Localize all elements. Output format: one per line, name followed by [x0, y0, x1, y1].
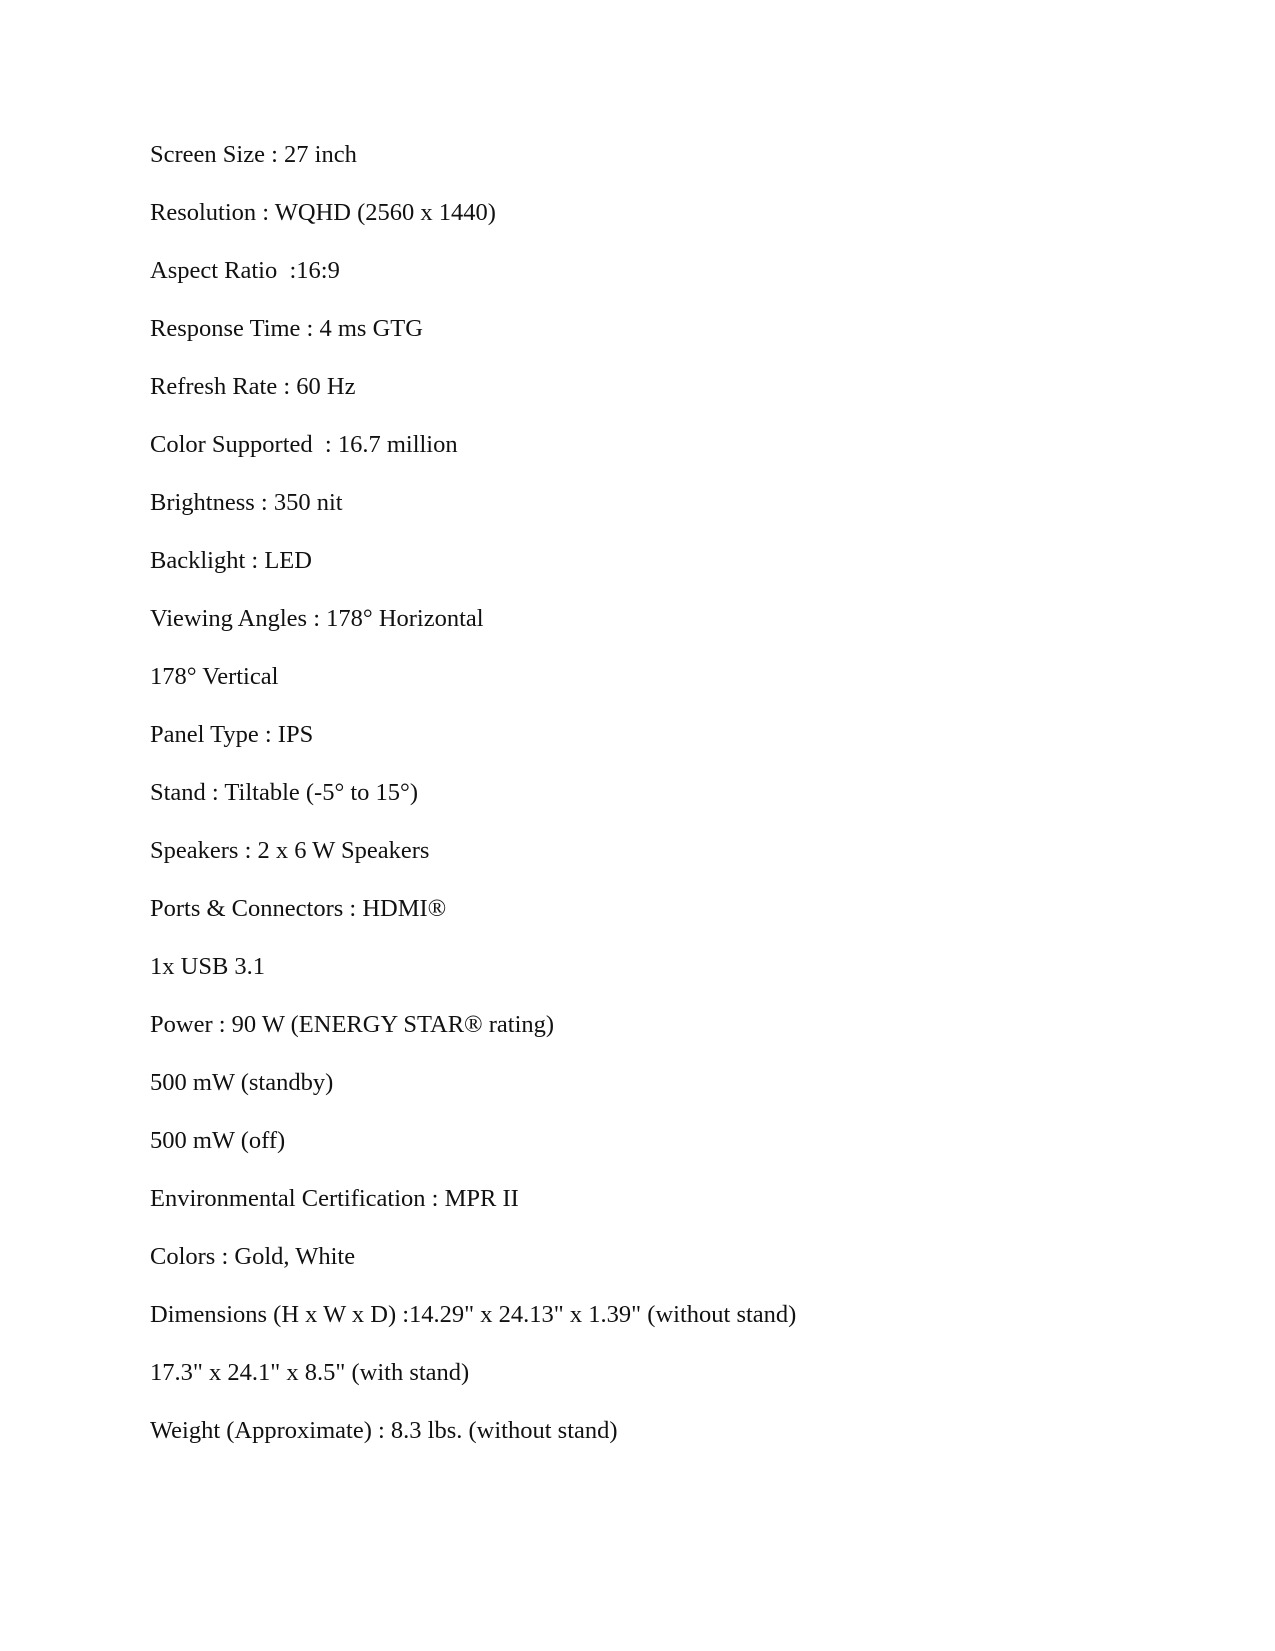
spec-panel-type: Panel Type : IPS [150, 721, 314, 748]
spec-speakers: Speakers : 2 x 6 W Speakers [150, 837, 430, 864]
spec-power-standby: 500 mW (standby) [150, 1069, 334, 1096]
spec-weight: Weight (Approximate) : 8.3 lbs. (without stand) [150, 1417, 618, 1444]
spec-aspect-ratio: Aspect Ratio :16:9 [150, 257, 340, 284]
spec-dimensions-with-stand: 17.3" x 24.1" x 8.5" (with stand) [150, 1359, 470, 1386]
spec-response-time: Response Time : 4 ms GTG [150, 315, 423, 342]
spec-color-supported: Color Supported : 16.7 million [150, 431, 458, 458]
spec-colors: Colors : Gold, White [150, 1243, 356, 1270]
spec-backlight: Backlight : LED [150, 547, 312, 574]
spec-stand: Stand : Tiltable (-5° to 15°) [150, 779, 419, 806]
spec-brightness: Brightness : 350 nit [150, 489, 343, 516]
spec-screen-size: Screen Size : 27 inch [150, 141, 357, 168]
spec-list [150, 140, 796, 1474]
spec-environmental-certification: Environmental Certification : MPR II [150, 1185, 519, 1212]
spec-refresh-rate: Refresh Rate : 60 Hz [150, 373, 356, 400]
spec-power: Power : 90 W (ENERGY STAR® rating) [150, 1011, 555, 1038]
spec-ports-usb: 1x USB 3.1 [150, 953, 266, 980]
spec-power-off: 500 mW (off) [150, 1127, 286, 1154]
spec-ports-connectors: Ports & Connectors : HDMI® [150, 895, 447, 922]
spec-viewing-angles-vertical: 178° Vertical [150, 663, 279, 690]
spec-dimensions: Dimensions (H x W x D) :14.29" x 24.13" x 1.39" (without stand) [150, 1301, 797, 1328]
spec-viewing-angles: Viewing Angles : 178° Horizontal [150, 605, 484, 632]
spec-resolution: Resolution : WQHD (2560 x 1440) [150, 199, 496, 226]
